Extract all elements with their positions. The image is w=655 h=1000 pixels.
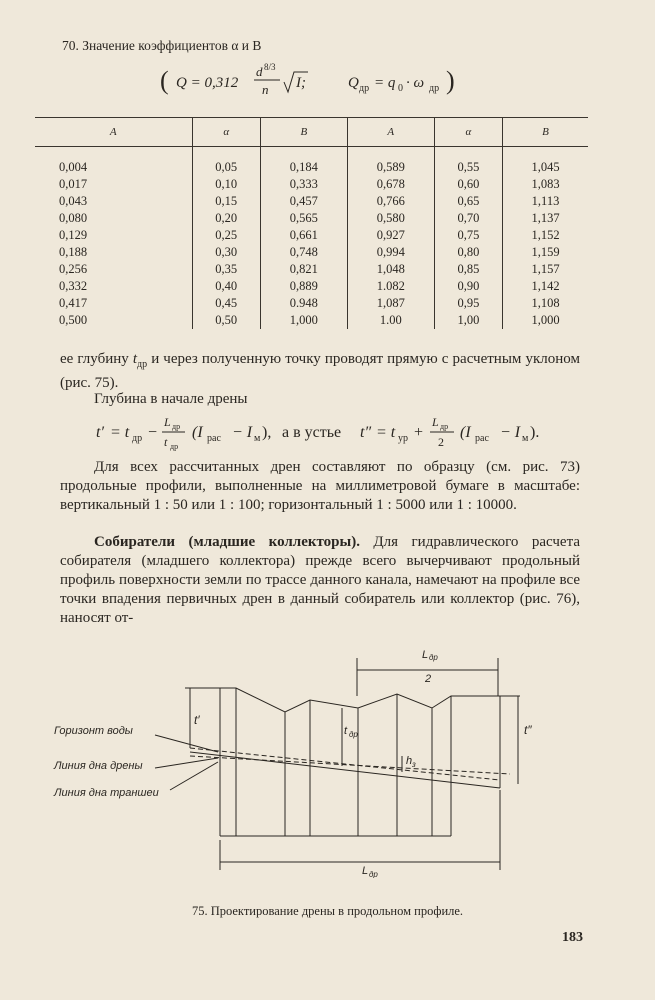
svg-text:).: ). xyxy=(530,424,540,441)
table-cell: 1,000 xyxy=(503,312,588,329)
table-cell: 0,188 xyxy=(59,245,88,259)
table-cell: 0,332 xyxy=(59,279,88,293)
table-row xyxy=(35,227,588,244)
paren-left: ( xyxy=(160,66,169,95)
svg-text:з: з xyxy=(412,760,416,769)
table-cell: 0,080 xyxy=(59,211,88,225)
svg-text:Линия дна траншеи: Линия дна траншеи xyxy=(54,787,159,799)
formula-depths xyxy=(62,410,582,456)
table-cell: 0,927 xyxy=(347,227,434,244)
paragraph-profiles: Для всех рассчитанных дрен составляют по образцу (см. рис. 73) продольные профили, выполненные на миллиметровой бумаге в масштабе: вертикальный 1 : 50 или 1 : 100; горизонтальный 1 : 5000 или 1 : 10000. xyxy=(60,459,580,513)
svg-text:h: h xyxy=(406,755,413,767)
table-cell: 0,40 xyxy=(192,278,260,295)
table-cell: 1,087 xyxy=(347,295,434,312)
table-cell: 0,184 xyxy=(260,147,347,177)
table-cell: 0,994 xyxy=(347,244,434,261)
formula-rhs: Q xyxy=(348,75,359,91)
frac-denominator: n xyxy=(262,82,269,97)
table-header-row xyxy=(35,118,588,147)
svg-text:(I: (I xyxy=(192,424,203,441)
table-cell: 0,457 xyxy=(260,193,347,210)
paragraph-start-depth: Глубина в начале дрены xyxy=(94,391,248,407)
col-header: A xyxy=(35,118,192,147)
formula-rhs-eq: = q xyxy=(374,75,396,91)
table-cell: 0,10 xyxy=(192,176,260,193)
table-row xyxy=(35,261,588,278)
formula-q-sub: 0 xyxy=(398,83,403,94)
table-cell: 1,159 xyxy=(503,244,588,261)
svg-text:t″: t″ xyxy=(524,723,532,737)
svg-text:(I: (I xyxy=(460,424,471,441)
formula-rhs-sub: др xyxy=(359,83,370,94)
table-cell: 0,748 xyxy=(260,244,347,261)
table-cell: 0,20 xyxy=(192,210,260,227)
svg-text:2: 2 xyxy=(425,673,432,685)
table-cell: 0,35 xyxy=(192,261,260,278)
coefficient-table xyxy=(35,117,588,329)
table-cell: 0,95 xyxy=(434,295,502,312)
formula-omega: · ω xyxy=(406,75,425,91)
svg-text:= t: = t xyxy=(110,424,130,441)
table-caption: 70. Значение коэффициентов α и B xyxy=(62,38,262,53)
table-cell: 0,60 xyxy=(434,176,502,193)
svg-text:t: t xyxy=(344,725,348,737)
table-cell: 0,661 xyxy=(260,227,347,244)
table-cell: 0,65 xyxy=(434,193,502,210)
svg-text:м: м xyxy=(254,433,261,444)
svg-text:L: L xyxy=(362,865,369,877)
svg-text:др: др xyxy=(170,442,179,451)
formula-omega-sub: др xyxy=(429,83,440,94)
table-cell: 0,256 xyxy=(59,262,88,276)
svg-text:2: 2 xyxy=(438,435,444,449)
svg-text:др: др xyxy=(369,870,378,878)
col-header: A xyxy=(347,118,434,147)
table-cell: 0,821 xyxy=(260,261,347,278)
svg-text:− I: − I xyxy=(232,424,253,441)
table-cell: 0,75 xyxy=(434,227,502,244)
svg-text:др: др xyxy=(440,422,449,431)
table-cell: 0,565 xyxy=(260,210,347,227)
col-header: B xyxy=(503,118,588,147)
table-cell: 1.00 xyxy=(347,312,434,329)
table-cell: 1,00 xyxy=(434,312,502,329)
table-cell: 1,083 xyxy=(503,176,588,193)
frac-numerator: d xyxy=(256,64,263,79)
table-cell: 0,90 xyxy=(434,278,502,295)
svg-text:Горизонт воды: Горизонт воды xyxy=(54,725,133,737)
svg-text:−: − xyxy=(148,424,158,441)
formula-discharge xyxy=(158,62,458,102)
drain-profile-figure xyxy=(40,648,580,878)
table-cell: 1,152 xyxy=(503,227,588,244)
svg-text:),: ), xyxy=(262,424,272,441)
svg-text:др: др xyxy=(132,433,143,444)
table-cell: 0,417 xyxy=(59,296,88,310)
svg-text:ур: ур xyxy=(398,433,408,444)
svg-text:t″: t″ xyxy=(360,424,372,441)
table-cell: 0,25 xyxy=(192,227,260,244)
table-row xyxy=(35,244,588,261)
table-cell: 1,142 xyxy=(503,278,588,295)
trench-bottom-line xyxy=(190,756,510,774)
table-cell: 0,50 xyxy=(192,312,260,329)
table-cell: 1,157 xyxy=(503,261,588,278)
table-cell: 0,333 xyxy=(260,176,347,193)
table-cell: 1,113 xyxy=(503,193,588,210)
table-cell: 0,45 xyxy=(192,295,260,312)
sqrt-content: I; xyxy=(296,75,306,91)
svg-text:L: L xyxy=(432,415,439,429)
paragraph-depth: ее глубину $t_{др}$ и через полученную точку проводят прямую с расчетным уклоном (рис. 75). xyxy=(60,351,580,391)
table-cell: 1,137 xyxy=(503,210,588,227)
table-row xyxy=(35,176,588,193)
table-cell: 1,045 xyxy=(503,147,588,177)
table-cell: 0,889 xyxy=(260,278,347,295)
table-cell: 1,048 xyxy=(347,261,434,278)
svg-text:др: др xyxy=(172,422,181,431)
svg-text:L: L xyxy=(422,649,429,661)
frac-exponent: 8/3 xyxy=(264,62,276,72)
formula-lhs: Q = 0,312 xyxy=(176,75,239,91)
table-cell: 0,05 xyxy=(192,147,260,177)
svg-text:рас: рас xyxy=(207,433,221,444)
table-cell: 0,043 xyxy=(59,194,88,208)
table-row xyxy=(35,278,588,295)
svg-text:− I: − I xyxy=(500,424,521,441)
paren-right: ) xyxy=(446,66,455,95)
table-cell: 0,589 xyxy=(347,147,434,177)
table-row xyxy=(35,210,588,227)
table-cell: 1,108 xyxy=(503,295,588,312)
table-cell: 0,580 xyxy=(347,210,434,227)
table-row xyxy=(35,295,588,312)
table-cell: 1.082 xyxy=(347,278,434,295)
page-number: 183 xyxy=(562,930,583,945)
table-row xyxy=(35,193,588,210)
table-cell: 0,500 xyxy=(59,313,88,327)
table-row xyxy=(35,147,588,177)
table-cell: 0,70 xyxy=(434,210,502,227)
table-cell: 0,55 xyxy=(434,147,502,177)
col-header: B xyxy=(260,118,347,147)
table-cell: 0,766 xyxy=(347,193,434,210)
svg-text:м: м xyxy=(522,433,529,444)
table-cell: 0,004 xyxy=(59,160,88,174)
svg-text:t: t xyxy=(164,435,168,449)
table-cell: 0,30 xyxy=(192,244,260,261)
col-header: α xyxy=(434,118,502,147)
table-row xyxy=(35,312,588,329)
table-cell: 0,678 xyxy=(347,176,434,193)
svg-text:t′: t′ xyxy=(96,424,104,441)
svg-text:рас: рас xyxy=(475,433,489,444)
figure-caption: 75. Проектирование дрены в продольном профиле. xyxy=(191,904,464,918)
svg-text:Линия дна дрены: Линия дна дрены xyxy=(54,760,143,772)
table-cell: 1,000 xyxy=(260,312,347,329)
svg-text:L: L xyxy=(164,415,171,429)
svg-text:а в устье: а в устье xyxy=(282,424,342,441)
svg-text:др: др xyxy=(349,730,358,739)
table-cell: 0.948 xyxy=(260,295,347,312)
table-cell: 0,80 xyxy=(434,244,502,261)
table-cell: 0,017 xyxy=(59,177,88,191)
col-header: α xyxy=(192,118,260,147)
table-cell: 0,129 xyxy=(59,228,88,242)
paragraph-collectors: Собиратели (младшие коллекторы). Для гидравлического расчета собирателя (младшего коллектора) прежде всего вычерчивают продольный профиль поверхности земли по трассе данного канала, намечают на профиле все точки впадения первичных дрен в данный собиратель или коллектор (рис. 76), наносят от- xyxy=(60,534,580,626)
svg-text:= t: = t xyxy=(376,424,396,441)
svg-text:+: + xyxy=(414,424,424,441)
svg-text:t′: t′ xyxy=(194,713,200,727)
svg-text:др: др xyxy=(429,653,438,662)
table-cell: 0,15 xyxy=(192,193,260,210)
table-cell: 0,85 xyxy=(434,261,502,278)
